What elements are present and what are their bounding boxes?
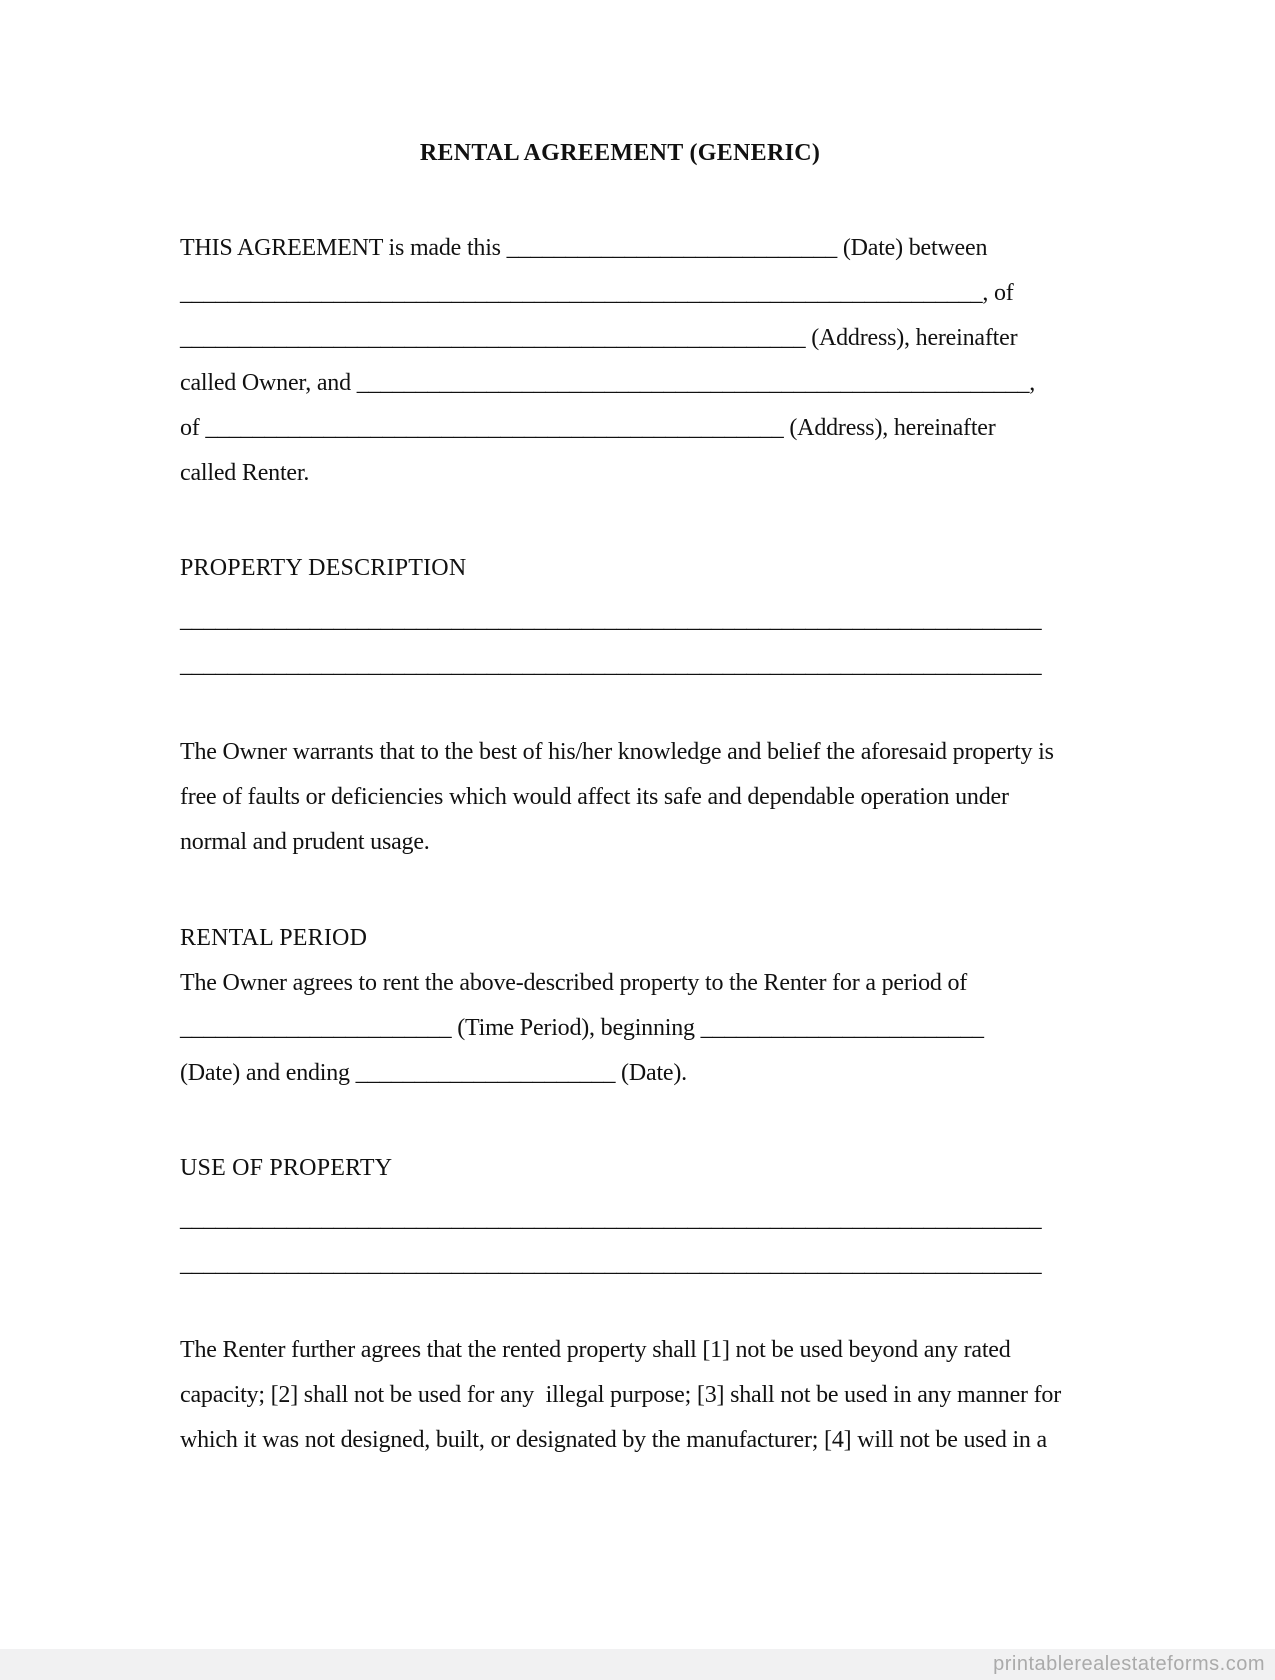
use-of-property-heading-block: [180, 1146, 1060, 1191]
warranty-line-3: normal and prudent usage.: [180, 829, 430, 855]
rental-period-paragraph: [180, 961, 1060, 1096]
rental-period-heading: RENTAL PERIOD: [180, 925, 368, 951]
intro-line-called-renter: called Renter.: [180, 460, 310, 486]
intro-line-renter-address-blank: of _________________________________________________ (Address), hereinafter: [180, 415, 996, 441]
property-description-blanks: [180, 598, 1060, 688]
rental-period-heading-block: [180, 916, 1060, 961]
renter-agreement-paragraph: [180, 1328, 1060, 1463]
page-title: RENTAL AGREEMENT (GENERIC): [419, 140, 821, 166]
renter-agreement-line-1: The Renter further agrees that the rented property shall [1] not be used beyond any rated: [180, 1337, 1011, 1363]
intro-line-owner-address-blank: _____________________________________________________ (Address), hereinafter: [180, 325, 1018, 351]
use-of-property-blank-1: _________________________________________________________________________: [180, 1206, 1042, 1232]
rental-period-line-1: The Owner agrees to rent the above-described property to the Renter for a period of: [180, 970, 968, 996]
renter-agreement-line-2: capacity; [2] shall not be used for any illegal purpose; [3] shall not be used in any manner for: [180, 1382, 1061, 1408]
footer-bar: [0, 1649, 1275, 1680]
property-description-blank-1: _________________________________________________________________________: [180, 607, 1042, 633]
renter-agreement-line-3: which it was not designed, built, or designated by the manufacturer; [4] will not be used in a: [180, 1427, 1047, 1453]
intro-paragraph: [180, 226, 1060, 496]
use-of-property-blanks: [180, 1197, 1060, 1287]
warranty-paragraph: [180, 730, 1060, 865]
intro-line-owner-name-blank: ____________________________________________________________________, of: [180, 280, 1014, 306]
property-description-blank-2: _________________________________________________________________________: [180, 652, 1042, 678]
use-of-property-heading: USE OF PROPERTY: [180, 1155, 393, 1181]
warranty-line-2: free of faults or deficiencies which would affect its safe and dependable operation under: [180, 784, 1009, 810]
property-description-heading-block: [180, 546, 1060, 591]
rental-period-line-dates-blank: (Date) and ending ______________________ (Date).: [180, 1060, 687, 1086]
use-of-property-blank-2: _________________________________________________________________________: [180, 1251, 1042, 1277]
intro-line-renter-name-blank: called Owner, and _________________________________________________________,: [180, 370, 1036, 396]
intro-line-date: THIS AGREEMENT is made this ____________________________ (Date) between: [180, 235, 988, 261]
warranty-line-1: The Owner warrants that to the best of his/her knowledge and belief the aforesaid property is: [180, 739, 1054, 765]
site-watermark: printablerealestateforms.com: [993, 1653, 1265, 1675]
document-title-block: [180, 131, 1060, 176]
rental-period-line-time-blank: _______________________ (Time Period), beginning ________________________: [180, 1015, 984, 1041]
property-description-heading: PROPERTY DESCRIPTION: [180, 555, 467, 581]
